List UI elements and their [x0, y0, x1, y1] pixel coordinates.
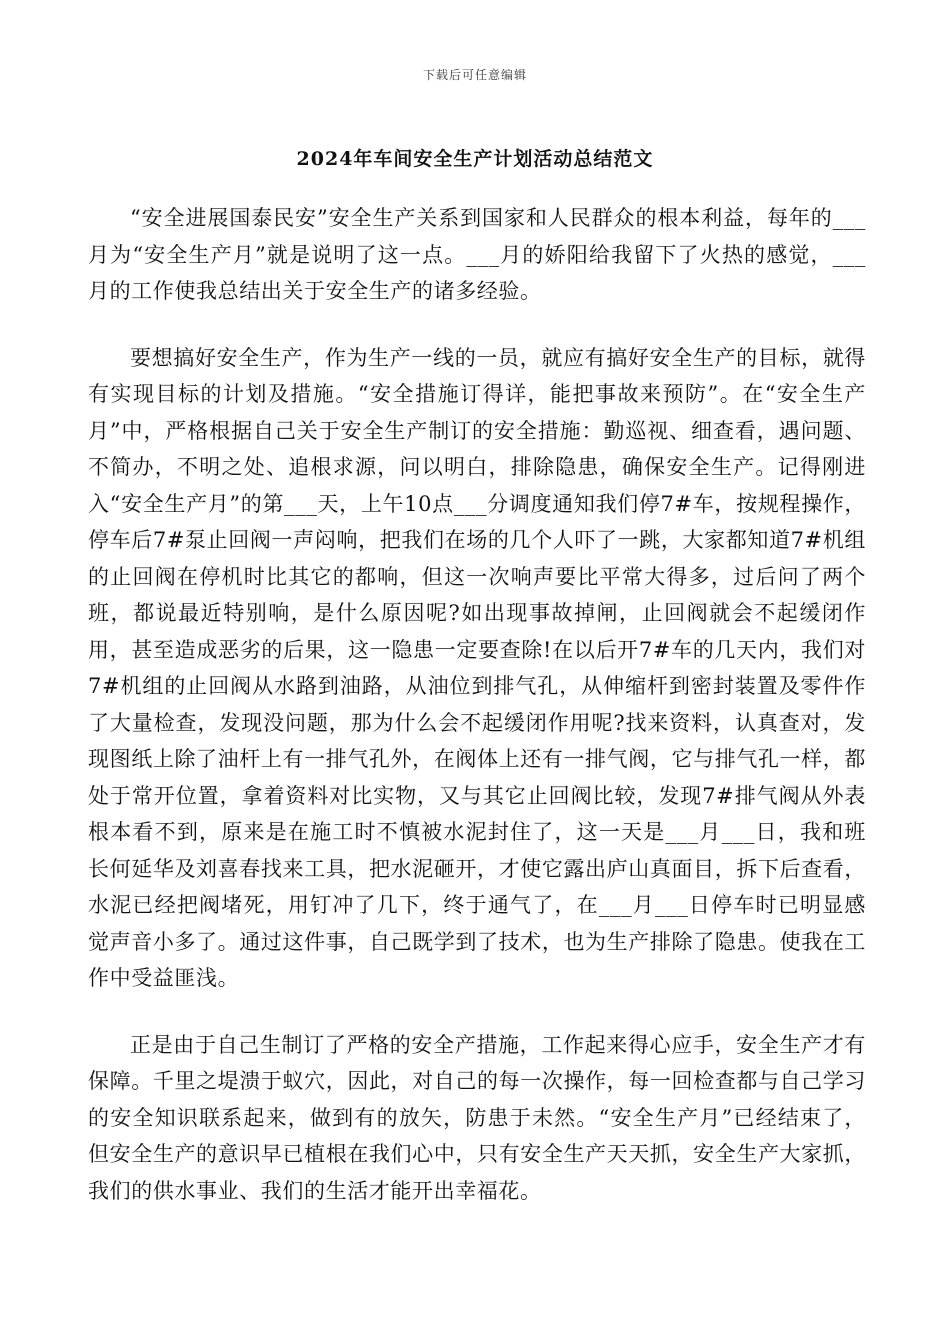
- header-note: 下载后可任意编辑: [422, 68, 527, 82]
- document-title: 2024年车间安全生产计划活动总结范文: [296, 148, 654, 170]
- paragraph-3: 正是由于自己生制订了严格的安全产措施，工作起来得心应手，安全生产才有保障。千里之堤溃于蚁穴，因此，对自己的每一次操作，每一回检查都与自己学习的安全知识联系起来，做到有的放矢，防患于未然。“安全生产月”已经结束了，但安全生产的意识早已植根在我们心中，只有安全生产天天抓，安全生产大家抓，我们的供水事业、我们的生活才能开出幸福花。: [88, 1032, 866, 1203]
- paragraph-2: 要想搞好安全生产，作为生产一线的一员，就应有搞好安全生产的目标，就得有实现目标的计划及措施。“安全措施订得详，能把事故来预防”。在“安全生产月”中，严格根据自己关于安全生产制订的安全措施：勤巡视、细查看，遇问题、不简办，不明之处、追根求源，问以明白，排除隐患，确保安全生产。记得刚进入“安全生产月”的第___天，上午10点___分调度通知我们停7#车，按规程操作，停车后7#泵止回阀一声闷响，把我们在场的几个人吓了一跳，大家都知道7#机组的止回阀在停机时比其它的都响，但这一次响声要比平常大得多，过后问了两个班，都说最近特别响，是什么原因呢?如出现事故掉闸，止回阀就会不起缓闭作用，甚至造成恶劣的后果，这一隐患一定要查除!在以后开7#车的几天内，我们对7#机组的止回阀从水路到油路，从油位到排气孔，从伸缩杆到密封装置及零件作了大量检查，发现没问题，那为什么会不起缓闭作用呢?找来资料，认真查对，发现图纸上除了油杆上有一排气孔外，在阀体上还有一排气阀，它与排气孔一样，都处于常开位置，拿着资料对比实物，又与其它止回阀比较，发现7#排气阀从外表根本看不到，原来是在施工时不慎被水泥封住了，这一天是___月___日，我和班长何延华及刘喜春找来工具，把水泥砸开，才使它露出庐山真面目，拆下后查看，水泥已经把阀堵死，用钉冲了几下，终于通气了，在___月___日停车时已明显感觉声音小多了。通过这件事，自己既学到了技术，也为生产排除了隐患。使我在工作中受益匪浅。: [88, 345, 866, 990]
- document-body: [88, 200, 866, 1239]
- paragraph-1: “安全进展国泰民安”安全生产关系到国家和人民群众的根本利益，每年的___月为“安全生产月”就是说明了这一点。___月的娇阳给我留下了火热的感觉，___月的工作使我总结出关于安全生产的诸多经验。: [88, 206, 866, 303]
